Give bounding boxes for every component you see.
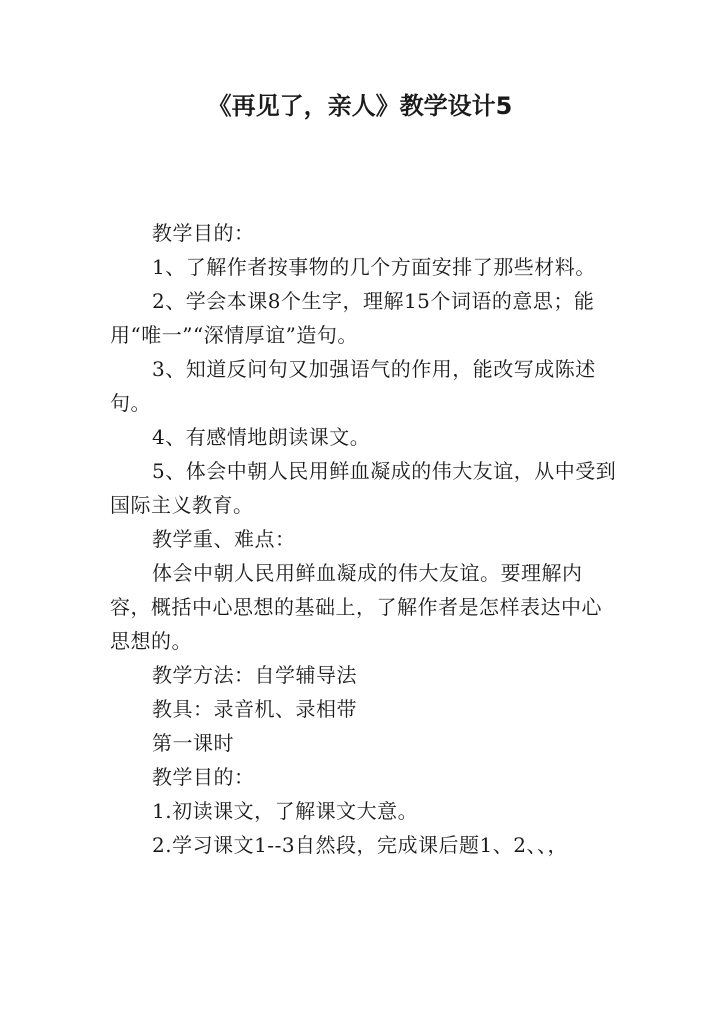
- document-body: [110, 216, 618, 862]
- document-title: 《再见了，亲人》教学设计5: [207, 92, 513, 120]
- lesson-one-objective-2: 2.学习课文1--3自然段，完成课后题1、2、、，: [152, 833, 568, 857]
- objective-2: 2、学会本课8个生字，理解15个词语的意思；能用“唯一”“深情厚谊”造句。: [110, 289, 595, 347]
- lesson-one-objective-1: 1.初读课文，了解课文大意。: [152, 799, 419, 823]
- objective-3: 3、知道反问句又加强语气的作用，能改写成陈述句。: [110, 357, 596, 415]
- key-points-text: 体会中朝人民用鲜血凝成的伟大友谊。要理解内容，概括中心思想的基础上，了解作者是怎样表达中心思想的。: [110, 561, 602, 653]
- objective-4: 4、有感情地朗读课文。: [152, 425, 371, 449]
- lesson-one-heading: 第一课时: [152, 731, 234, 755]
- teaching-aids: 教具：录音机、录相带: [152, 697, 357, 721]
- objective-1: 1、了解作者按事物的几个方面安排了那些材料。: [152, 255, 596, 279]
- heading-objectives: 教学目的：: [152, 221, 255, 245]
- lesson-one-objectives-heading: 教学目的：: [152, 765, 255, 789]
- objective-5: 5、体会中朝人民用鲜血凝成的伟大友谊，从中受到国际主义教育。: [110, 459, 617, 517]
- teaching-method: 教学方法：自学辅导法: [152, 663, 357, 687]
- heading-key-points: 教学重、难点：: [152, 527, 296, 551]
